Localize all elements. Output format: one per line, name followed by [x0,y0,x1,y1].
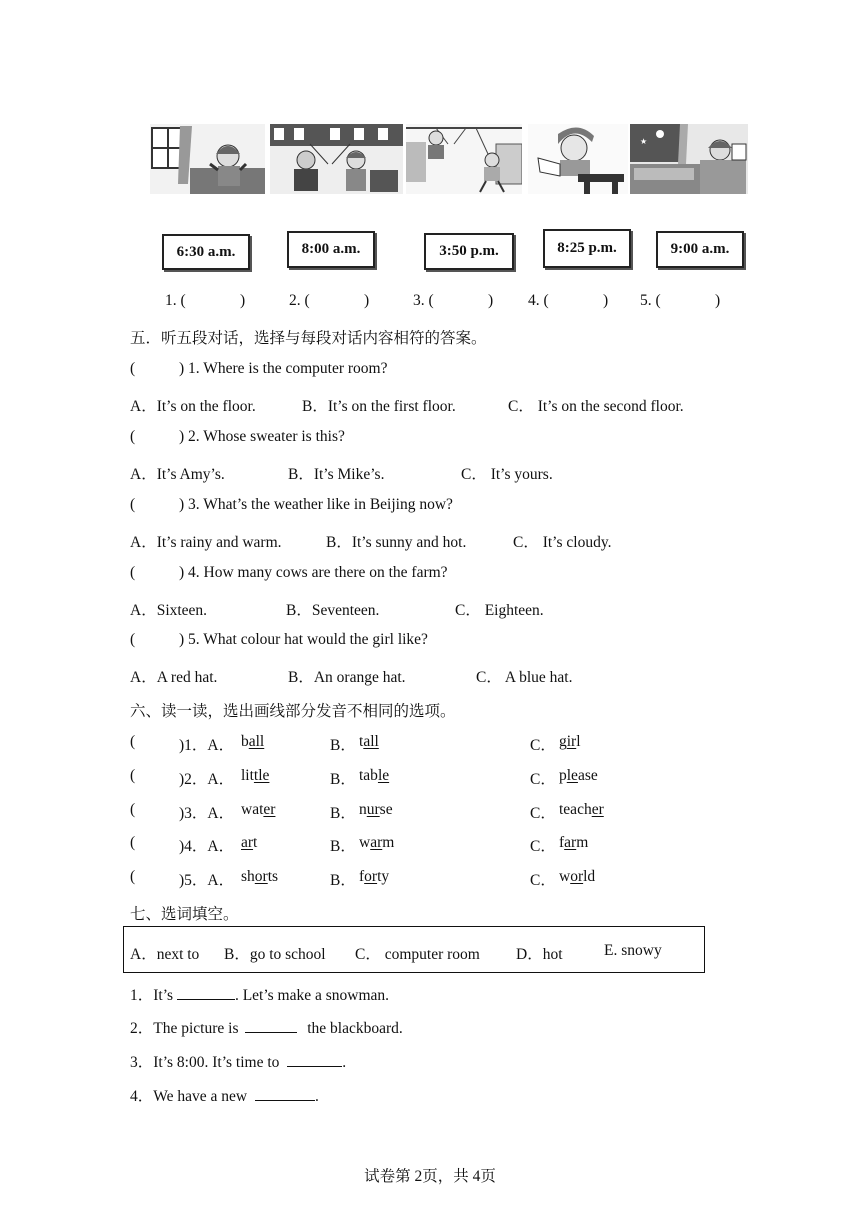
picture-boy-reading [528,124,628,194]
option-b-label: B． [330,737,356,754]
phonics-word-b: table [359,767,390,784]
option-b-label: B． [330,771,356,788]
answer-blank-2-close: ) [364,292,370,309]
paren-open: ( [130,564,136,581]
option-c-label: C． [530,872,556,889]
phonics-item-number: )2．A． [179,771,235,788]
paren-open: ( [130,834,136,851]
word-option-d: D．hot [516,946,563,963]
answer-blank-5-open: 5. ( [640,292,661,309]
paren-open: ( [130,631,136,648]
option-c-label: C． [530,771,556,788]
picture-strip [150,124,748,194]
phonics-item-number: )5．A． [179,872,235,889]
time-label-3: 3:50 p.m. [424,233,514,270]
phonics-word-a: water [241,801,276,818]
fill-sentence-3: 3．It’s 8:00. It’s time to . [130,1054,347,1071]
picture-going-to-bed [630,124,748,194]
paren-open: ( [130,496,136,513]
page-footer: 试卷第 2页，共 4页 [364,1168,496,1185]
option-a: A．It’s Amy’s. [130,466,225,483]
word-option-e: E. snowy [604,942,662,959]
answer-blank-1-open: 1. ( [165,292,186,309]
option-a: A．A red hat. [130,669,218,686]
question-stem: ) 5. What colour hat would the girl like? [179,631,428,648]
time-label-5: 9:00 a.m. [656,231,744,268]
phonics-word-a: ball [241,733,265,750]
paren-open: ( [130,801,136,818]
word-option-a: A．next to [130,946,200,963]
word-option-b: B．go to school [224,946,326,963]
picture-going-to-school [270,124,403,194]
phonics-item-number: )3．A． [179,805,235,822]
paren-open: ( [130,868,136,885]
time-label-2: 8:00 a.m. [287,231,375,268]
question-stem: ) 4. How many cows are there on the farm? [179,564,448,581]
option-b: B．It’s on the first floor. [302,398,456,415]
paren-open: ( [130,428,136,445]
phonics-item-number: )1．A． [179,737,235,754]
phonics-word-c: please [559,767,598,784]
fill-sentence-4: 4．We have a new . [130,1088,319,1105]
phonics-word-b: tall [359,733,379,750]
answer-blank[interactable] [245,1018,297,1033]
answer-blank-3-close: ) [488,292,494,309]
phonics-word-b: nurse [359,801,393,818]
option-b: B．It’s sunny and hot. [326,534,467,551]
answer-blank[interactable] [255,1086,315,1101]
answer-blank-3-open: 3. ( [413,292,434,309]
option-c-label: C． [530,805,556,822]
option-b-label: B． [330,805,356,822]
phonics-word-a: art [241,834,258,851]
answer-blank-1-close: ) [240,292,246,309]
question-stem: ) 1. Where is the computer room? [179,360,388,377]
option-c: C． Eighteen. [455,602,544,619]
question-stem: ) 3. What’s the weather like in Beijing now? [179,496,453,513]
option-b: B．It’s Mike’s. [288,466,385,483]
section-7-title: 七、选词填空。 [130,906,239,923]
phonics-word-c: teacher [559,801,604,818]
question-stem: ) 2. Whose sweater is this? [179,428,345,445]
phonics-word-a: little [241,767,270,784]
option-a: A．Sixteen. [130,602,208,619]
answer-blank-4-open: 4. ( [528,292,549,309]
svg-text:★: ★ [640,137,648,146]
picture-girl-waking-up [150,124,265,194]
fill-sentence-1: 1．It’s . Let’s make a snowman. [130,987,390,1004]
paren-open: ( [130,733,136,750]
phonics-word-a: shorts [241,868,279,885]
paren-open: ( [130,360,136,377]
option-c: C． It’s cloudy. [513,534,612,551]
option-c: C． It’s on the second floor. [508,398,684,415]
answer-blank-5-close: ) [715,292,721,309]
time-label-4: 8:25 p.m. [543,229,631,268]
phonics-word-c: farm [559,834,589,851]
option-c: C． A blue hat. [476,669,573,686]
paren-open: ( [130,767,136,784]
option-c-label: C． [530,737,556,754]
phonics-word-b: forty [359,868,390,885]
phonics-word-c: world [559,868,596,885]
option-c: C． It’s yours. [461,466,553,483]
phonics-word-b: warm [359,834,395,851]
option-c-label: C． [530,838,556,855]
section-6-title: 六、读一读，选出画线部分发音不相同的选项。 [130,703,456,720]
answer-blank[interactable] [177,985,235,1000]
option-a: A．It’s rainy and warm. [130,534,282,551]
answer-blank-2-open: 2. ( [289,292,310,309]
fill-sentence-2: 2．The picture is the blackboard. [130,1020,403,1037]
phonics-word-c: girl [559,733,581,750]
answer-blank[interactable] [287,1052,342,1067]
option-a: A．It’s on the floor. [130,398,256,415]
answer-blank-4-close: ) [603,292,609,309]
time-label-1: 6:30 a.m. [162,234,250,270]
option-b: B．An orange hat. [288,669,406,686]
picture-playing-after-school [406,124,522,194]
phonics-item-number: )4．A． [179,838,235,855]
option-b-label: B． [330,838,356,855]
word-option-c: C． computer room [355,946,480,963]
option-b: B．Seventeen. [286,602,380,619]
option-b-label: B． [330,872,356,889]
section-5-title: 五．听五段对话，选择与每段对话内容相符的答案。 [130,330,487,347]
